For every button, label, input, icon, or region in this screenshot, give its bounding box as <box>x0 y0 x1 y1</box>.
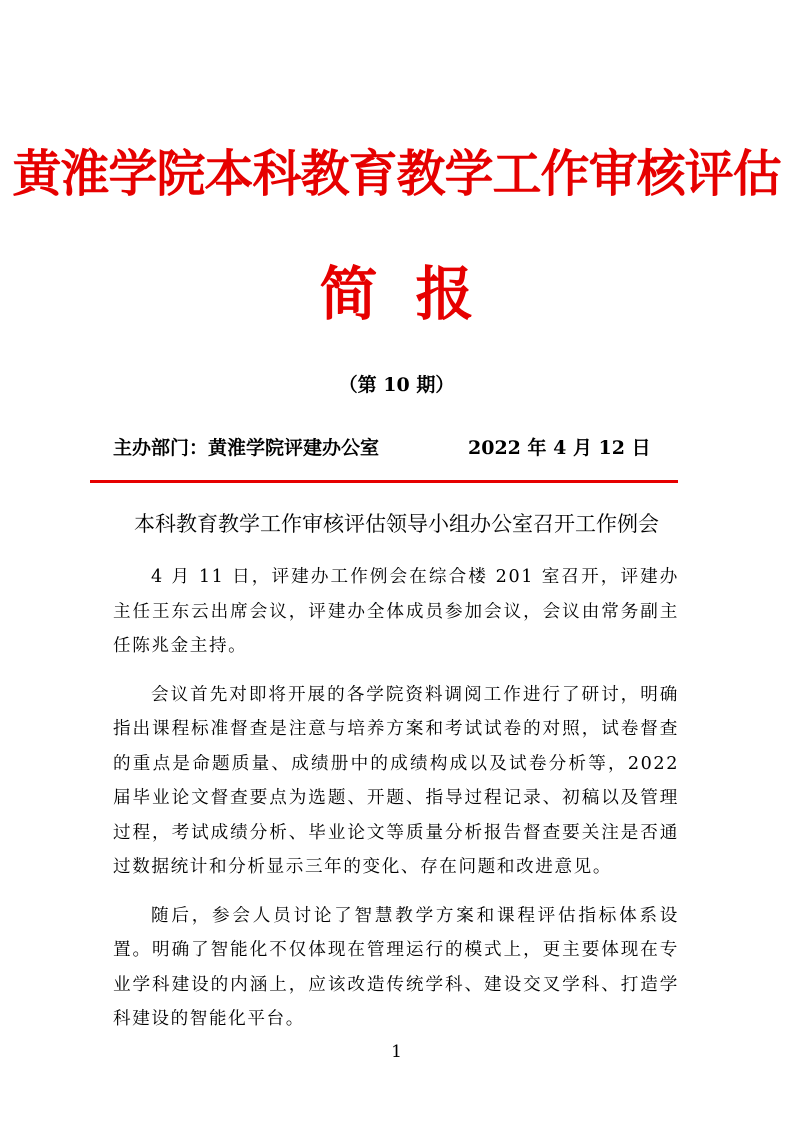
article-paragraph: 会议首先对即将开展的各学院资料调阅工作进行了研讨，明确指出课程标准督查是注意与培养方案和考试试卷的对照，试卷督查的重点是命题质量、成绩册中的成绩构成以及试卷分析等，2022 届毕业论文督查要点为选题、开题、指导过程记录、初稿以及管理过程，考试成绩分析、毕业论文等质量分析报告督查要关注是否通过数据统计和分析显示三年的变化、存在问题和改进意见。 <box>113 684 679 877</box>
masthead-subtitle: 简报 <box>319 260 512 328</box>
article-paragraph: 随后，参会人员讨论了智慧教学方案和课程评估指标体系设置。明确了智能化不仅体现在管理运行的模式上，更主要体现在专业学科建设的内涵上，应该改造传统学科、建设交叉学科、打造学科建设的智能化平台。 <box>113 905 679 1029</box>
sponsor-department: 主办部门：黄淮学院评建办公室 <box>113 437 380 459</box>
issue-number: （第 10 期） <box>338 374 455 396</box>
publish-date: 2022 年 4 月 12 日 <box>468 437 651 459</box>
page-number: 1 <box>391 1042 402 1062</box>
meta-row <box>113 432 693 464</box>
article-headline: 本科教育教学工作审核评估领导小组办公室召开工作例会 <box>134 512 659 536</box>
masthead-title: 黄淮学院本科教育教学工作审核评估 <box>12 145 781 203</box>
article-body <box>113 560 679 1051</box>
red-divider-rule <box>90 480 678 483</box>
article-paragraph: 4 月 11 日，评建办工作例会在综合楼 201 室召开，评建办主任王东云出席会议，评建办全体成员参加会议，会议由常务副主任陈兆金主持。 <box>113 567 679 656</box>
